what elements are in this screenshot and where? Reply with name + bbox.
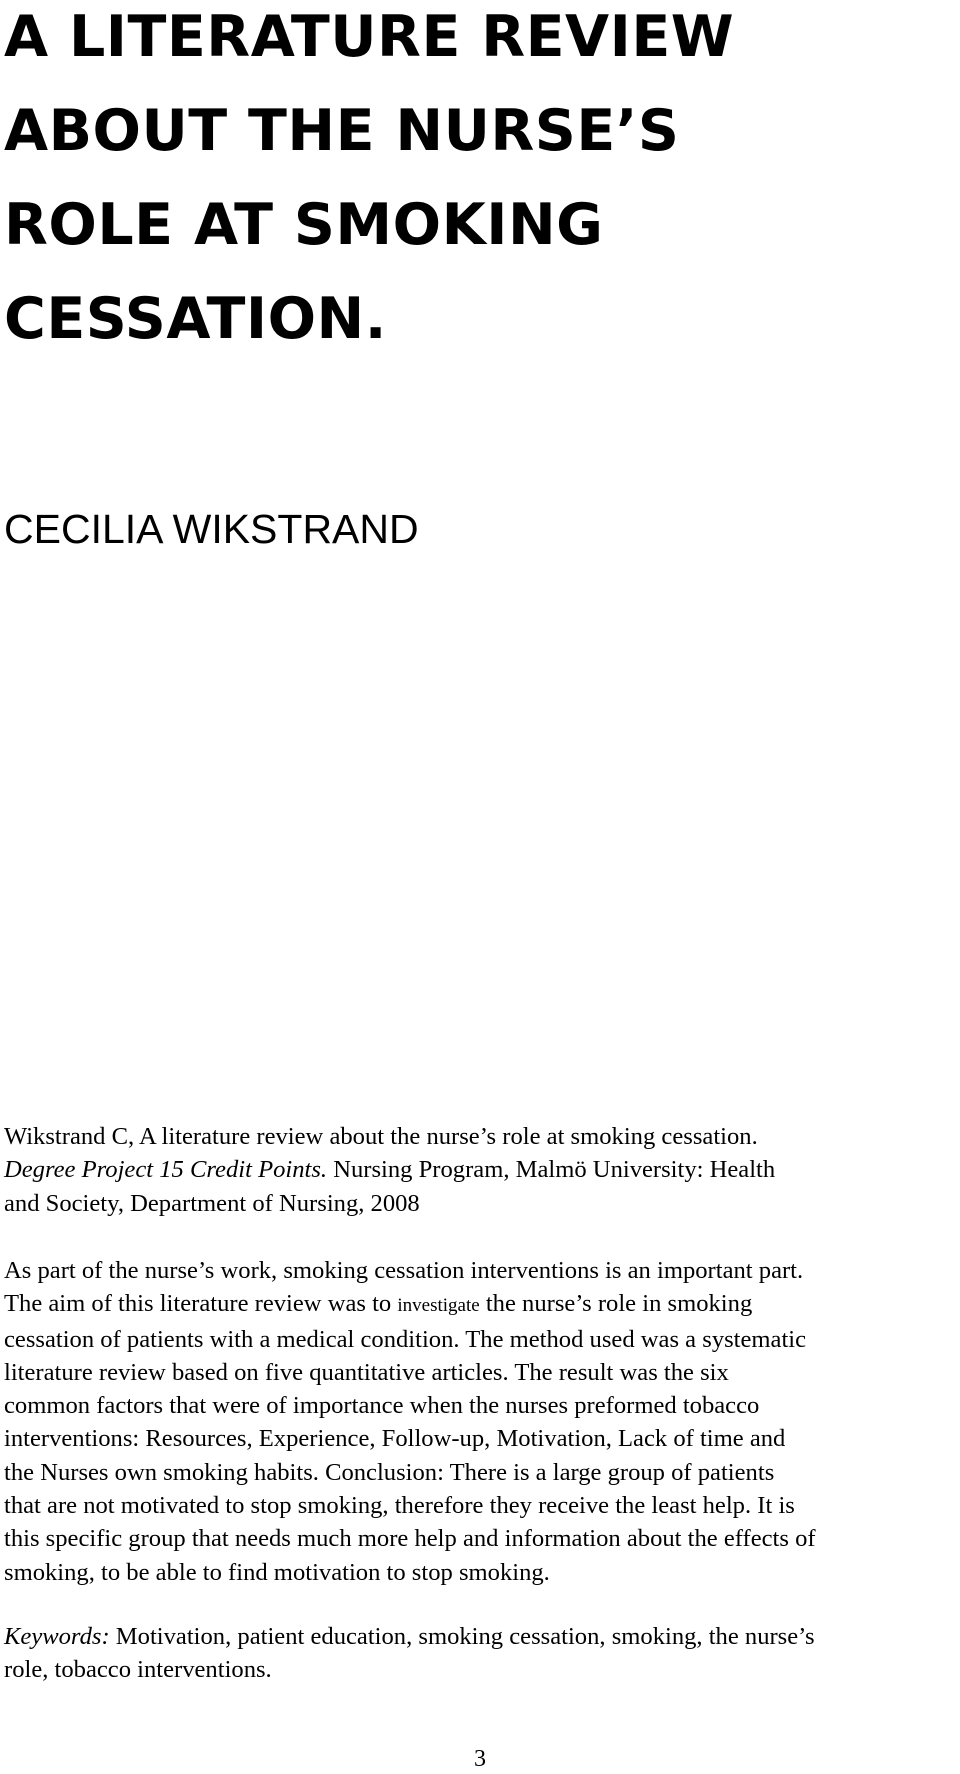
citation-italic: Degree Project 15 Credit Points. [4, 1156, 328, 1184]
abstract-line: the Nurses own smoking habits. Conclusion: There is a large group of patients [4, 1458, 775, 1486]
citation-text: Nursing Program, Malmö University: Health [327, 1156, 776, 1184]
abstract-line: As part of the nurse’s work, smoking cessation interventions is an important part. [4, 1257, 804, 1284]
abstract-text: The aim of this literature review was to [4, 1290, 398, 1318]
title-line: A LITERATURE REVIEW [4, 4, 735, 70]
keywords-line [4, 1620, 960, 1653]
title-line: ROLE AT SMOKING [4, 192, 604, 258]
title-line: ABOUT THE NURSE’S [4, 98, 680, 164]
keywords-text: Motivation, patient education, smoking cessation, smoking, the nurse’s [109, 1623, 815, 1650]
abstract-line [4, 1287, 960, 1322]
abstract-line: this specific group that needs much more help and information about the effects of [4, 1525, 816, 1553]
page-number: 3 [474, 1746, 486, 1772]
keywords-label: Keywords: [4, 1623, 110, 1650]
author-name: CECILIA WIKSTRAND [4, 506, 419, 552]
abstract-line: smoking, to be able to find motivation to stop smoking. [4, 1558, 550, 1586]
citation-line: and Society, Department of Nursing, 2008 [4, 1189, 420, 1217]
abstract-line: that are not motivated to stop smoking, therefore they receive the least help. It is [4, 1492, 795, 1520]
abstract-text: the nurse’s role in smoking [479, 1290, 753, 1318]
keywords-paragraph [4, 1620, 960, 1687]
document-title [4, 0, 904, 366]
citation-line: Wikstrand C, A literature review about the nurse’s role at smoking cessation. [4, 1123, 758, 1150]
abstract-paragraph [4, 1254, 960, 1589]
abstract-line: cessation of patients with a medical condition. The method used was a systematic [4, 1325, 807, 1353]
keywords-line: role, tobacco interventions. [4, 1656, 272, 1684]
citation-line [4, 1153, 960, 1186]
title-line: CESSATION. [4, 286, 387, 352]
citation-paragraph [4, 1120, 960, 1220]
abstract-line: literature review based on five quantitative articles. The result was the six [4, 1358, 729, 1386]
abstract-line: interventions: Resources, Experience, Follow-up, Motivation, Lack of time and [4, 1425, 786, 1453]
abstract-line: common factors that were of importance when the nurses preformed tobacco [4, 1392, 760, 1420]
abstract-small-word: investigate [397, 1295, 480, 1317]
